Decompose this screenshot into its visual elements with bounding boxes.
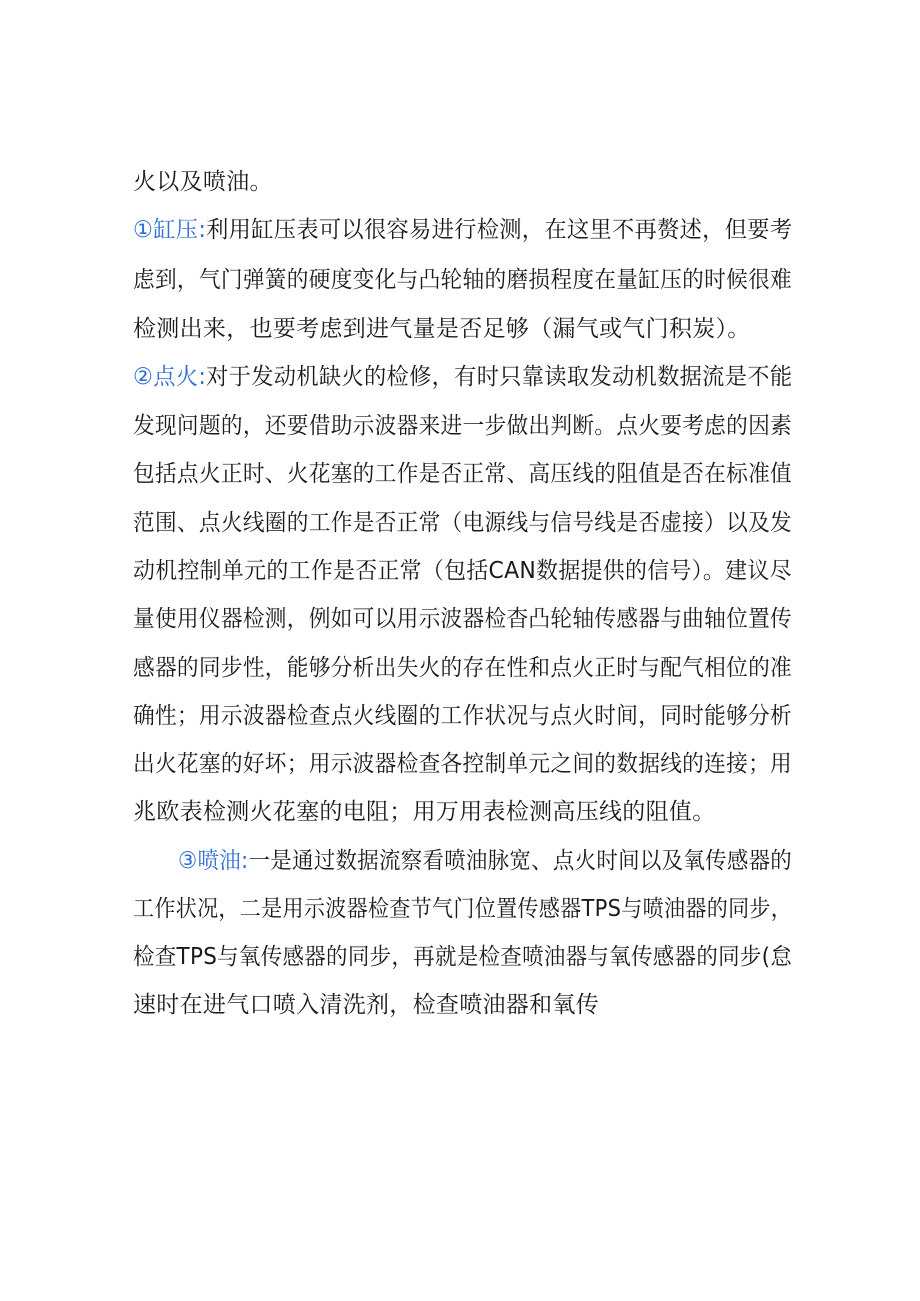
cylinder-pressure-label: ①缸压: <box>133 217 207 243</box>
paragraph-text: 出火花塞的好坏；用示波器检查各控制单元之间的数据线的连接；用 <box>133 751 793 777</box>
paragraph-text: 感器的同步性，能够分析出失火的存在性和点火正时与配气相位的准 <box>133 655 793 681</box>
paragraph-ignition-line-10 <box>133 797 716 827</box>
paragraph-injection-line-1 <box>178 846 792 876</box>
paragraph-cylinder-pressure-line-1 <box>133 215 792 245</box>
paragraph-text: 速时在进气口喷入清洗剂，检查喷油器和氧传 <box>133 992 599 1018</box>
paragraph-text: 范围、点火线圈的工作是否正常（电源线与信号线是否虚接）以及发 <box>133 510 793 536</box>
paragraph-text: 检测出来，也要考虑到进气量是否足够（漏气或气门积炭）。 <box>133 316 751 342</box>
ignition-label: ②点火: <box>133 364 207 390</box>
paragraph-text: 量使用仪器检测，例如可以用示波器检杳凸轮轴传感器与曲轴位置传 <box>133 606 793 632</box>
injection-label: ③喷油: <box>178 848 249 874</box>
paragraph-text: 一是通过数据流察看喷油脉宽、点火时间以及氧传感器的 <box>248 848 793 874</box>
paragraph-ignition-line-5 <box>133 556 792 586</box>
paragraph-text: 兆欧表检测火花塞的电阻；用万用表检测高压线的阻值。 <box>133 799 716 825</box>
intro-text: 火以及喷油。 <box>133 169 273 195</box>
paragraph-text: 检查TPS与氧传感器的同步，再就是检查喷油器与氧传感器的同步(怠 <box>133 944 793 970</box>
paragraph-text: 工作状况，二是用示波器检查节气门位置传感器TPS与喷油器的同步， <box>133 896 793 922</box>
paragraph-injection-line-2 <box>133 894 792 924</box>
paragraph-text: 虑到，气门弹簧的硬度变化与凸轮轴的磨损程度在量缸压的时候很难 <box>133 267 793 293</box>
paragraph-cylinder-pressure-line-3 <box>133 314 751 344</box>
paragraph-text: 对于发动机缺火的检修，有时只靠读取发动机数据流是不能 <box>206 364 793 390</box>
paragraph-ignition-line-2 <box>133 411 792 441</box>
paragraph-text: 动机控制单元的工作是否正常（包括CAN数据提供的信号）。建议尽 <box>133 558 792 584</box>
paragraph-ignition-line-3 <box>133 459 792 489</box>
paragraph-ignition-line-6 <box>133 604 792 634</box>
paragraph-injection-line-3 <box>133 942 792 972</box>
paragraph-ignition-line-4 <box>133 508 792 538</box>
paragraph-text: 包括点火正时、火花塞的工作是否正常、高压线的阻值是否在标准值 <box>133 461 793 487</box>
paragraph-text: 利用缸压表可以很容易进行检测，在这里不再赘述，但要考 <box>206 217 793 243</box>
paragraph-ignition-line-9 <box>133 749 792 779</box>
paragraph-ignition-line-1 <box>133 362 792 392</box>
paragraph-cylinder-pressure-line-2 <box>133 265 792 295</box>
paragraph-text: 确性；用示波器检查点火线圈的工作状况与点火时间，同时能够分析 <box>133 703 793 729</box>
paragraph-injection-line-4 <box>133 990 599 1020</box>
intro-line <box>133 167 273 197</box>
paragraph-text: 发现问题的，还要借助示波器来进一步做出判断。点火要考虑的因素 <box>133 413 793 439</box>
paragraph-ignition-line-8 <box>133 701 792 731</box>
paragraph-ignition-line-7 <box>133 653 792 683</box>
